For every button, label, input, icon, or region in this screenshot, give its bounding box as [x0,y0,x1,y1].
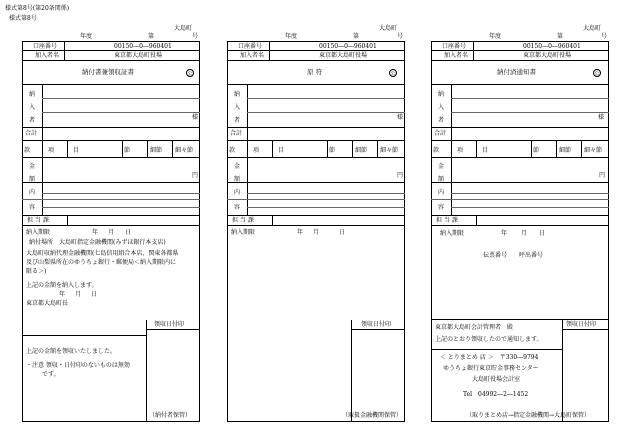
content-label: 内 容 [233,189,240,211]
form-title: 原 符 [307,68,323,76]
declare-day: 日 [91,291,98,298]
department-label: 担 当 課 [27,217,49,224]
amount-row [227,157,405,183]
holder-name-label: 加入者名 [444,52,469,59]
honorific-sama: 様 [598,114,605,121]
item-moku: 目 [482,147,489,154]
accounting-office: 大島町役場会計室 [472,376,521,383]
panel-payment-notice [431,22,609,422]
form-title: 納付済通知書 [497,68,536,76]
agency-line-1: 大島町収納代理金融機関(七島信用組合本店、関東各都県 [26,250,179,257]
content-label: 内 容 [28,189,35,211]
deadline-day: 日 [125,229,132,236]
bank-keep-label: （取扱金融機関保管） [342,412,403,419]
amount-label: 金 額 [28,163,35,183]
receipt-stamp-label: 領収日付印 [361,321,392,328]
town-name: 大島町 [379,25,398,32]
yen-unit: 円 [397,172,404,179]
amount-label: 金 額 [437,163,444,183]
item-saisaisetsu: 細々節 [175,147,194,154]
collecting-branch: ＜ とりまとめ 店 ＞ 〒330―9794 [440,354,539,361]
town-name: 大島町 [583,25,602,32]
fiscal-year-label: 年度 [489,33,502,40]
declare-month: 月 [75,291,82,298]
item-saisaisetsu: 細々節 [584,147,603,154]
chief-name: 東京都大島町長 [26,300,69,307]
item-moku: 目 [73,147,80,154]
note-line-2: です。 [42,371,60,378]
yen-unit: 円 [599,172,606,179]
receipt-stamp-label: 領収日付印 [566,321,597,328]
department-label: 担 当 課 [436,217,458,224]
town-name: 大島町 [174,25,193,32]
slip-number-label: 伝票番号 呼出番号 [483,252,544,259]
account-number-value: 00150―0―960401 [114,43,172,50]
deadline-year: 年 [297,229,304,236]
total-label: 合計 [25,130,38,137]
bank-center: ゆうちょ銀行東京貯金事務センター [443,365,539,372]
fiscal-year-label: 年度 [80,33,93,40]
fiscal-year-label: 年度 [285,33,298,40]
form-title: 納付書兼領収証書 [82,68,134,76]
deadline-label: 納入期限 [231,229,256,236]
telephone: Tel 04992―2―1452 [463,391,529,398]
total-row [431,127,609,141]
gou-label: 号 [397,33,404,40]
received-text: 上記の金額を領収いたしました。 [26,348,117,355]
holder-name-label: 加入者名 [240,52,265,59]
deadline-label: 納入期限 [440,230,465,237]
dai-label: 第 [148,33,155,40]
total-row [22,127,200,141]
holder-name-value: 東京都大島町役場 [319,52,368,59]
total-row [227,127,405,141]
deadline-month: 月 [521,230,528,237]
account-number-value: 00150―0―960401 [523,43,581,50]
dai-label: 第 [353,33,360,40]
holder-name-label: 加入者名 [35,52,60,59]
form-number-sub: 様式第8号 [9,15,37,22]
item-kan: 款 [229,147,236,154]
gou-label: 号 [601,33,608,40]
item-setsu: 節 [533,147,540,154]
item-moku: 目 [278,147,285,154]
gou-label: 号 [192,33,199,40]
panel-payment-receipt [22,22,200,422]
content-label: 内 容 [437,189,444,211]
panel-stub [227,22,405,422]
payer-label: 納 入 者 [233,91,240,124]
agency-line-3: 限る＞) [26,268,47,275]
notice-keep-label: （取りまとめ店→指定金融機関→大島町保管） [466,412,591,419]
payment-place: 納付場所 大島町指定金融機関(みずほ銀行本支店) [29,239,166,246]
account-number-label: 口座番号 [238,43,263,50]
yen-unit: 円 [192,172,199,179]
amount-row [431,157,609,183]
payer-label: 納 入 者 [437,91,444,124]
item-saisetsu: 細節 [355,147,368,154]
amount-label: 金 額 [233,163,240,183]
item-kou: 項 [253,147,260,154]
item-saisaisetsu: 細々節 [380,147,399,154]
deadline-year: 年 [501,230,508,237]
deadline-month: 月 [313,229,320,236]
notice-text: 上記のとおり領収したので通知します。 [435,336,543,343]
item-kan: 款 [24,147,31,154]
official-seal-icon: 公 [187,71,193,77]
item-kou: 項 [457,147,464,154]
note-line-1: ・注意 領収・日付印のないものは無効 [26,362,130,369]
item-setsu: 節 [124,147,131,154]
official-seal-icon: 公 [594,71,600,77]
payer-keep-label: （納付者保管） [149,412,192,419]
deadline-day: 日 [339,229,346,236]
item-setsu: 節 [329,147,336,154]
holder-name-value: 東京都大島町役場 [114,52,163,59]
deadline-year: 年 [92,229,99,236]
receipt-stamp-label: 領収日付印 [154,321,185,328]
amount-row [22,157,200,183]
declare-year: 年 [59,291,66,298]
deadline-label: 納入期限 [26,229,51,236]
item-kou: 項 [48,147,55,154]
deadline-day: 日 [539,230,546,237]
honorific-sama: 様 [397,114,404,121]
holder-name-value: 東京都大島町役場 [523,52,572,59]
item-kan: 款 [433,147,440,154]
department-label: 担 当 課 [232,217,254,224]
deadline-month: 月 [108,229,115,236]
payer-label: 納 入 者 [28,91,35,124]
item-saisetsu: 細節 [150,147,163,154]
account-number-label: 口座番号 [33,43,58,50]
agency-line-2: 及び山梨県所在のゆうちょ銀行・郵便局＜納入期限内に [26,259,177,266]
form-number-header: 様式第8号(第20条関係) [5,5,70,12]
dai-label: 第 [557,33,564,40]
total-label: 合計 [434,130,447,137]
item-saisetsu: 細節 [559,147,572,154]
account-number-label: 口座番号 [442,43,467,50]
honorific-sama: 様 [192,114,199,121]
total-label: 合計 [230,130,243,137]
declare-text: 上記の金額を納入します。 [26,282,98,289]
official-seal-icon: 公 [390,71,396,77]
account-number-value: 00150―0―960401 [319,43,377,50]
manager-address: 東京都大島町会計管理者 殿 [435,324,514,331]
